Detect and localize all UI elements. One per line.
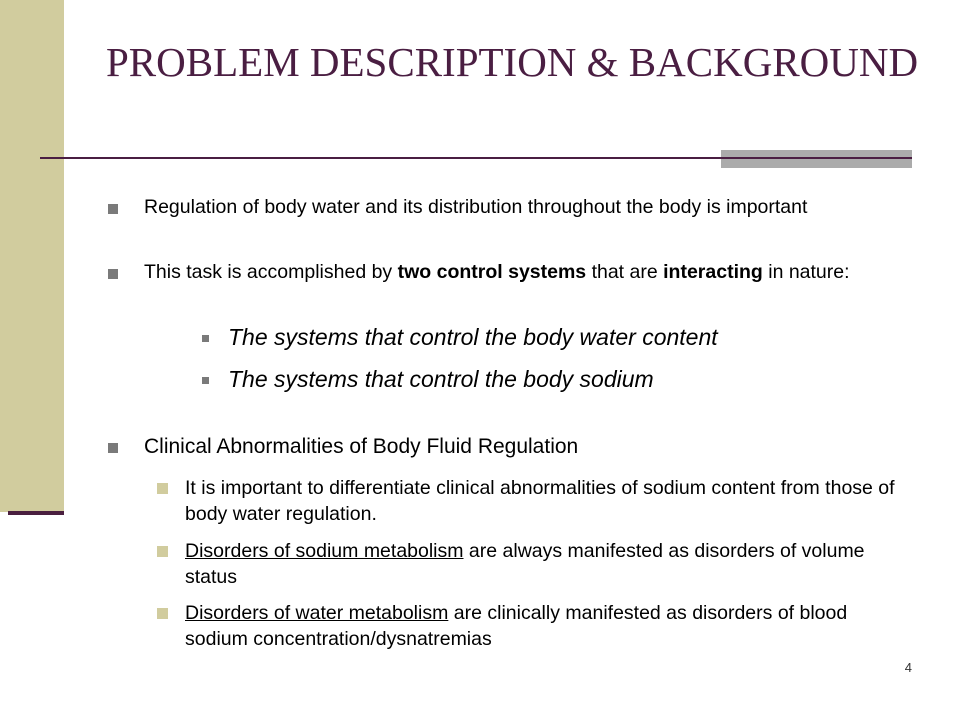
sub-bullet-text: It is important to differentiate clinical abnormalities of sodium content from those of body water regulation. <box>185 477 895 525</box>
slide-number: 4 <box>904 660 912 675</box>
bullet-text-part: are clinically manifested as disorders of blood sodium concentration/dysnatremias <box>185 602 848 650</box>
square-bullet-icon <box>157 483 168 494</box>
sidebar-decoration <box>0 0 64 512</box>
square-bullet-icon <box>108 204 118 214</box>
sub-bullet-text <box>185 600 897 652</box>
title-rule-accent <box>721 150 912 168</box>
bullet-text <box>144 259 868 286</box>
bullet-item <box>108 432 868 462</box>
bullet-text-part: are always manifested as disorders of volume status <box>185 540 865 588</box>
small-square-bullet-icon <box>202 335 209 342</box>
bullet-text-part: that are <box>586 261 664 283</box>
sub-bullet-item <box>157 538 897 590</box>
square-bullet-icon <box>108 269 118 279</box>
sub-bullet-item <box>201 322 901 352</box>
bullet-text: Clinical Abnormalities of Body Fluid Regulation <box>144 435 579 458</box>
sub-bullet-item <box>157 600 897 652</box>
bullet-item <box>108 259 868 286</box>
sidebar-accent-line <box>8 511 64 515</box>
square-bullet-icon <box>157 546 168 557</box>
bold-phrase: two control systems <box>397 261 587 283</box>
square-bullet-icon <box>157 608 168 619</box>
sub-bullet-text <box>185 538 897 590</box>
bullet-text: Regulation of body water and its distribution throughout the body is important <box>144 196 808 218</box>
bullet-text-part: This task is accomplished by <box>144 261 398 283</box>
bullet-item <box>108 194 868 221</box>
sub-bullet-text: The systems that control the body water content <box>228 324 718 350</box>
underlined-phrase: Disorders of water metabolism <box>185 602 449 624</box>
bullet-text-part: in nature: <box>762 261 850 283</box>
title-rule-overlay <box>721 157 912 159</box>
slide-title: PROBLEM DESCRIPTION & BACKGROUND <box>106 39 919 85</box>
underlined-phrase: Disorders of sodium metabolism <box>185 540 464 562</box>
sub-bullet-item <box>157 475 897 527</box>
square-bullet-icon <box>108 443 118 453</box>
small-square-bullet-icon <box>202 377 209 384</box>
bold-phrase: interacting <box>663 261 763 283</box>
sub-bullet-item <box>201 364 901 394</box>
sub-bullet-text: The systems that control the body sodium <box>228 366 654 392</box>
